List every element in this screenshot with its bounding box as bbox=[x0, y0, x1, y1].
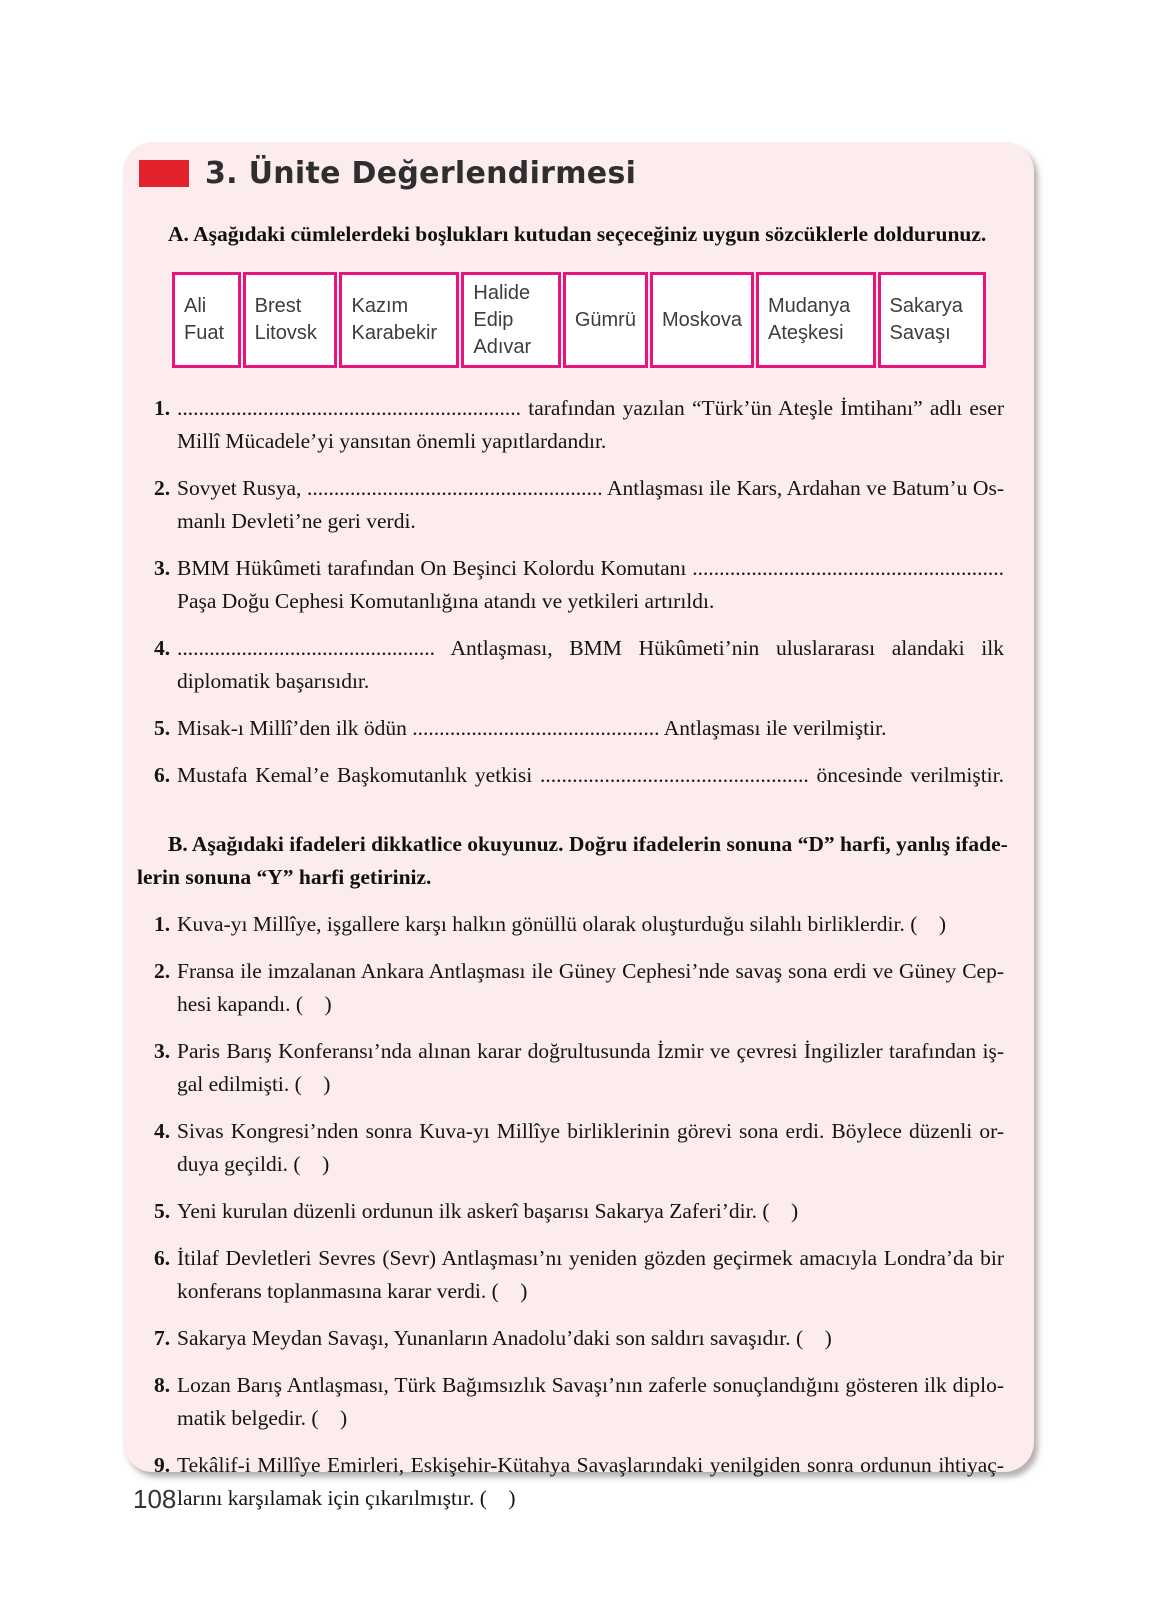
heading-line: B. Aşağıdaki ifadeleri dikkatlice okuyunuz. Doğru ifadelerin sonuna “D” harfi, yanlış ifade- bbox=[168, 832, 1008, 856]
item-line: diplomatik başarısıdır. bbox=[177, 669, 370, 693]
word-bank-cell: Ali Fuat bbox=[172, 272, 241, 368]
item-line: duya geçildi. ( ) bbox=[177, 1152, 330, 1176]
page-number: 108 bbox=[133, 1484, 177, 1514]
item-line: Misak-ı Millî’den ilk ödün .............................................. Antlaşması ile verilmiştir. bbox=[177, 716, 887, 740]
item-line: Paşa Doğu Cephesi Komutanlığına atandı ve yetkileri artırıldı. bbox=[177, 589, 715, 613]
word-bank-cell: Moskova bbox=[650, 272, 754, 368]
word-bank-cell: Brest Litovsk bbox=[243, 272, 338, 368]
item-line: Kuva-yı Millîye, işgallere karşı halkın gönüllü olarak oluşturduğu silahlı birliklerdir. ( ) bbox=[177, 912, 947, 936]
heading-line: lerin sonuna “Y” harfi getiriniz. bbox=[137, 865, 432, 889]
item-number: 7. bbox=[154, 1326, 171, 1350]
word-bank-cell: Sakarya Savaşı bbox=[878, 272, 986, 368]
item-number: 3. bbox=[154, 1039, 171, 1063]
item-line: Millî Mücadele’yi yansıtan önemli yapıtlardandır. bbox=[177, 429, 607, 453]
item-number: 4. bbox=[154, 1119, 171, 1143]
item-number: 2. bbox=[154, 476, 171, 500]
item-line: Fransa ile imzalanan Ankara Antlaşması ile Güney Cephesi’nde savaş sona erdi ve Güney Cep- bbox=[177, 959, 1004, 983]
item-number: 3. bbox=[154, 556, 171, 580]
item-number: 2. bbox=[154, 959, 171, 983]
item-number: 6. bbox=[154, 763, 171, 787]
item-line: Tekâlif-i Millîye Emirleri, Eskişehir-Kütahya Savaşlarındaki yenilgiden sonra ordunun ihtiyaç- bbox=[177, 1453, 1004, 1477]
item-number: 8. bbox=[154, 1373, 171, 1397]
section-a bbox=[137, 218, 1004, 792]
true-false-item-1 bbox=[137, 908, 1004, 941]
item-line: Sakarya Meydan Savaşı, Yunanların Anadolu’daki son saldırı savaşıdır. ( ) bbox=[177, 1326, 832, 1350]
unit-title-row bbox=[139, 156, 1004, 191]
item-line: BMM Hükûmeti tarafından On Beşinci Kolordu Komutanı .......................................................... bbox=[177, 556, 1004, 580]
item-number: 5. bbox=[154, 716, 171, 740]
section-b bbox=[137, 828, 1008, 1515]
word-bank-row bbox=[172, 272, 986, 368]
fill-blank-item-6 bbox=[137, 759, 1004, 792]
word-bank-cell: Gümrü bbox=[563, 272, 648, 368]
item-line: Paris Barış Konferansı’nda alınan karar doğrultusunda İzmir ve çevresi İngilizler tarafından iş- bbox=[177, 1039, 1004, 1063]
word-bank-cell: Halide Edip Adıvar bbox=[461, 272, 560, 368]
fill-blank-item-3 bbox=[137, 552, 1004, 618]
item-line: ................................................ Antlaşması, BMM Hükûmeti’nin uluslararası alandaki ilk bbox=[177, 636, 1004, 660]
item-number: 9. bbox=[154, 1453, 171, 1477]
word-bank-table bbox=[170, 272, 988, 368]
item-line: matik belgedir. ( ) bbox=[177, 1406, 348, 1430]
fill-blank-item-4 bbox=[137, 632, 1004, 698]
item-line: İtilaf Devletleri Sevres (Sevr) Antlaşması’nı yeniden gözden geçirmek amacıyla Londra’da bir bbox=[177, 1246, 1004, 1270]
true-false-item-6 bbox=[137, 1242, 1004, 1308]
item-line: Sivas Kongresi’nden sonra Kuva-yı Millîye birliklerinin görevi sona erdi. Böylece düzenli or- bbox=[177, 1119, 1004, 1143]
item-line: Sovyet Rusya, ....................................................... Antlaşması ile Kars, Ardahan ve Batum’u Os- bbox=[177, 476, 1004, 500]
item-line: konferans toplanmasına karar verdi. ( ) bbox=[177, 1279, 528, 1303]
fill-blank-item-5 bbox=[137, 712, 1004, 745]
item-number: 6. bbox=[154, 1246, 171, 1270]
item-line: Mustafa Kemal’e Başkomutanlık yetkisi .................................................. öncesinde verilmiştir. bbox=[177, 763, 1004, 787]
section-b-items bbox=[137, 908, 1004, 1515]
item-number: 1. bbox=[154, 912, 171, 936]
true-false-item-5 bbox=[137, 1195, 1004, 1228]
section-a-items bbox=[137, 392, 1004, 792]
item-line: Yeni kurulan düzenli ordunun ilk askerî başarısı Sakarya Zaferi’dir. ( ) bbox=[177, 1199, 799, 1223]
item-line: ................................................................ tarafından yazılan “Türk’ün Ateşle İmtihanı” adlı eser bbox=[177, 396, 1004, 420]
true-false-item-9 bbox=[137, 1449, 1004, 1515]
true-false-item-4 bbox=[137, 1115, 1004, 1181]
item-line: Lozan Barış Antlaşması, Türk Bağımsızlık Savaşı’nın zaferle sonuçlandığını gösteren ilk diplo- bbox=[177, 1373, 1004, 1397]
true-false-item-8 bbox=[137, 1369, 1004, 1435]
item-line: manlı Devleti’ne geri verdi. bbox=[177, 509, 416, 533]
page-title: 3. Ünite Değerlendirmesi bbox=[205, 156, 637, 191]
word-bank-cell: Mudanya Ateşkesi bbox=[756, 272, 876, 368]
item-line: gal edilmişti. ( ) bbox=[177, 1072, 331, 1096]
true-false-item-2 bbox=[137, 955, 1004, 1021]
section-a-heading: A. Aşağıdaki cümlelerdeki boşlukları kutudan seçeceğiniz uygun sözcüklerle doldurunuz. bbox=[168, 222, 987, 246]
red-bar-icon bbox=[139, 160, 189, 187]
fill-blank-item-2 bbox=[137, 472, 1004, 538]
word-bank-cell: Kazım Karabekir bbox=[339, 272, 459, 368]
item-number: 1. bbox=[154, 396, 171, 420]
item-line: hesi kapandı. ( ) bbox=[177, 992, 332, 1016]
item-number: 4. bbox=[154, 636, 171, 660]
word-bank bbox=[170, 272, 1004, 368]
item-number: 5. bbox=[154, 1199, 171, 1223]
true-false-item-7 bbox=[137, 1322, 1004, 1355]
section-b-heading bbox=[137, 828, 1008, 894]
true-false-item-3 bbox=[137, 1035, 1004, 1101]
fill-blank-item-1 bbox=[137, 392, 1004, 458]
item-line: larını karşılamak için çıkarılmıştır. ( ) bbox=[177, 1486, 516, 1510]
